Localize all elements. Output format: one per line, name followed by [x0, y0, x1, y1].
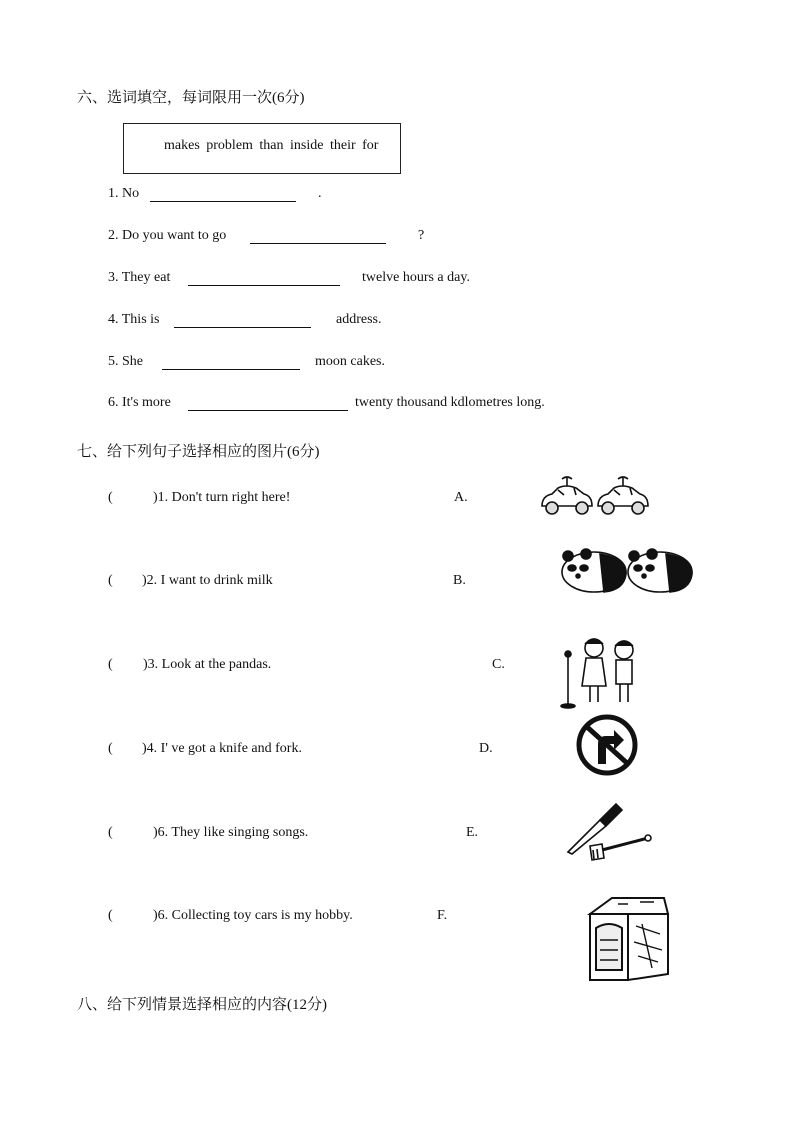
fill-blank-2[interactable]: [250, 243, 386, 244]
fill-blank-1[interactable]: [150, 201, 296, 202]
match-paren-6[interactable]: (: [108, 908, 113, 923]
toy-cars-picture: [538, 476, 654, 520]
fill-item-2-suffix: ?: [418, 228, 425, 243]
fill-item-4-suffix: address.: [336, 312, 382, 327]
word-bank-box: [123, 123, 401, 174]
pandas-picture: [560, 548, 694, 594]
match-letter-b: B.: [453, 573, 466, 588]
milk-carton-picture: [582, 890, 674, 984]
match-letter-d: D.: [479, 741, 493, 756]
match-paren-3[interactable]: (: [108, 657, 113, 672]
knife-and-fork-picture: [562, 800, 656, 862]
match-letter-c: C.: [492, 657, 505, 672]
match-paren-2[interactable]: (: [108, 573, 113, 588]
no-right-turn-sign-picture: [572, 714, 642, 776]
fill-item-6-prefix: 6. It's more: [108, 395, 171, 410]
fill-item-3-suffix: twelve hours a day.: [362, 270, 470, 285]
fill-item-5-suffix: moon cakes.: [315, 354, 385, 369]
match-sentence-2: )2. I want to drink milk: [142, 573, 273, 588]
match-paren-1[interactable]: (: [108, 490, 113, 505]
fill-item-6-suffix: twenty thousand kdlometres long.: [355, 395, 545, 410]
singing-children-picture: [558, 630, 648, 710]
fill-blank-6[interactable]: [188, 410, 348, 411]
fill-item-4-prefix: 4. This is: [108, 312, 160, 327]
match-letter-e: E.: [466, 825, 479, 840]
match-sentence-6: )6. Collecting toy cars is my hobby.: [153, 908, 353, 923]
match-letter-f: F.: [437, 908, 448, 923]
fill-item-5-prefix: 5. She: [108, 354, 143, 369]
word-bank-text: makes problem than inside their for: [164, 138, 379, 153]
match-sentence-4: )4. I' ve got a knife and fork.: [142, 741, 302, 756]
match-sentence-1: )1. Don't turn right here!: [153, 490, 291, 505]
fill-blank-5[interactable]: [162, 369, 300, 370]
fill-blank-4[interactable]: [174, 327, 311, 328]
section-7-heading: 七、给下列句子选择相应的图片(6分): [77, 444, 320, 460]
fill-item-1-prefix: 1. No: [108, 186, 140, 201]
match-paren-4[interactable]: (: [108, 741, 113, 756]
fill-blank-3[interactable]: [188, 285, 340, 286]
section-6-heading: 六、选词填空，每词限用一次(6分): [77, 90, 305, 106]
fill-item-3-prefix: 3. They eat: [108, 270, 171, 285]
match-paren-5[interactable]: (: [108, 825, 113, 840]
match-sentence-5: )6. They like singing songs.: [153, 825, 309, 840]
match-letter-a: A.: [454, 490, 468, 505]
fill-item-2-prefix: 2. Do you want to go: [108, 228, 227, 243]
section-8-heading: 八、给下列情景选择相应的内容(12分): [77, 997, 327, 1013]
match-sentence-3: )3. Look at the pandas.: [143, 657, 272, 672]
fill-item-1-suffix: .: [318, 186, 322, 201]
